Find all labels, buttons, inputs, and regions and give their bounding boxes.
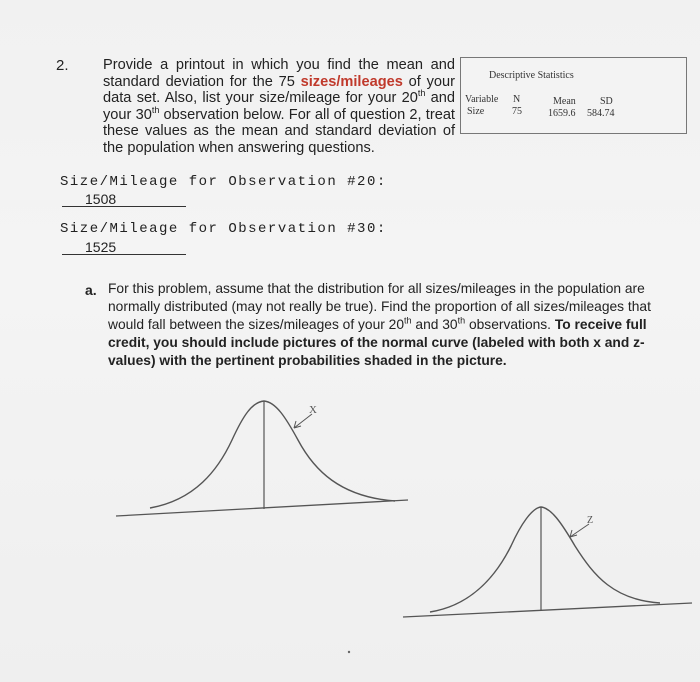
- stats-col-variable: Variable: [465, 94, 499, 105]
- curve-x-baseline: [116, 500, 408, 516]
- curve-z-axis-label: Z: [587, 515, 594, 526]
- stats-row-variable: Size: [467, 106, 485, 117]
- observation-30-value: 1525: [85, 239, 117, 255]
- stats-row-sd: 584.74: [587, 108, 615, 119]
- part-a-instructions: To receive full credit, you should include pictures of the normal curve (labeled with both x and z-values) with the pertinent probabilities shaded in the picture.: [108, 317, 647, 368]
- normal-curve-z: [403, 507, 692, 617]
- part-a-letter: a.: [85, 282, 97, 298]
- normal-curve-x: [116, 401, 408, 516]
- curve-z-bell: [430, 507, 660, 612]
- question-text-part: Provide a printout in which you find the mean and standard deviation for the 75: [103, 57, 455, 90]
- curve-x-bell: [150, 401, 395, 508]
- stats-row-n: 75: [512, 106, 522, 117]
- curve-x-axis-label: X: [309, 404, 317, 416]
- question-text-part: and your 30: [103, 90, 455, 123]
- ordinal-suffix: th: [417, 88, 426, 99]
- ordinal-suffix: th: [404, 315, 412, 326]
- part-a-text-part: For this problem, assume that the distribution for all sizes/mileages in the population are normally distributed (may not really be true). Find the proportion of all sizes/mileages that would fall between the sizes/mileages of your 20: [108, 281, 651, 332]
- stats-col-sd: SD: [600, 96, 613, 107]
- part-a-text-part: observations.: [465, 317, 555, 332]
- curve-x-arrow: [294, 414, 312, 428]
- question-emphasis: sizes/mileages: [300, 73, 403, 90]
- observation-20-label: Size/Mileage for Observation #20:: [60, 174, 387, 190]
- question-number: 2.: [56, 57, 69, 74]
- part-a-text-part: and 30: [411, 317, 458, 332]
- stats-title: Descriptive Statistics: [489, 70, 574, 81]
- curve-z-baseline: [403, 603, 692, 617]
- ordinal-suffix: th: [457, 315, 466, 326]
- ordinal-suffix: th: [151, 104, 160, 115]
- stats-row-mean: 1659.6: [548, 108, 576, 119]
- observation-20-value: 1508: [85, 191, 117, 207]
- stats-col-mean: Mean: [553, 96, 576, 107]
- question-text-part: of your data set. Also, list your size/mileage for your 20: [103, 73, 455, 107]
- page-mark: [348, 651, 350, 653]
- question-text-part: observation below. For all of question 2, treat these values as the mean and standard deviation of the population when answering questions.: [103, 106, 455, 156]
- stats-col-n: N: [513, 94, 521, 105]
- observation-30-label: Size/Mileage for Observation #30:: [60, 221, 387, 237]
